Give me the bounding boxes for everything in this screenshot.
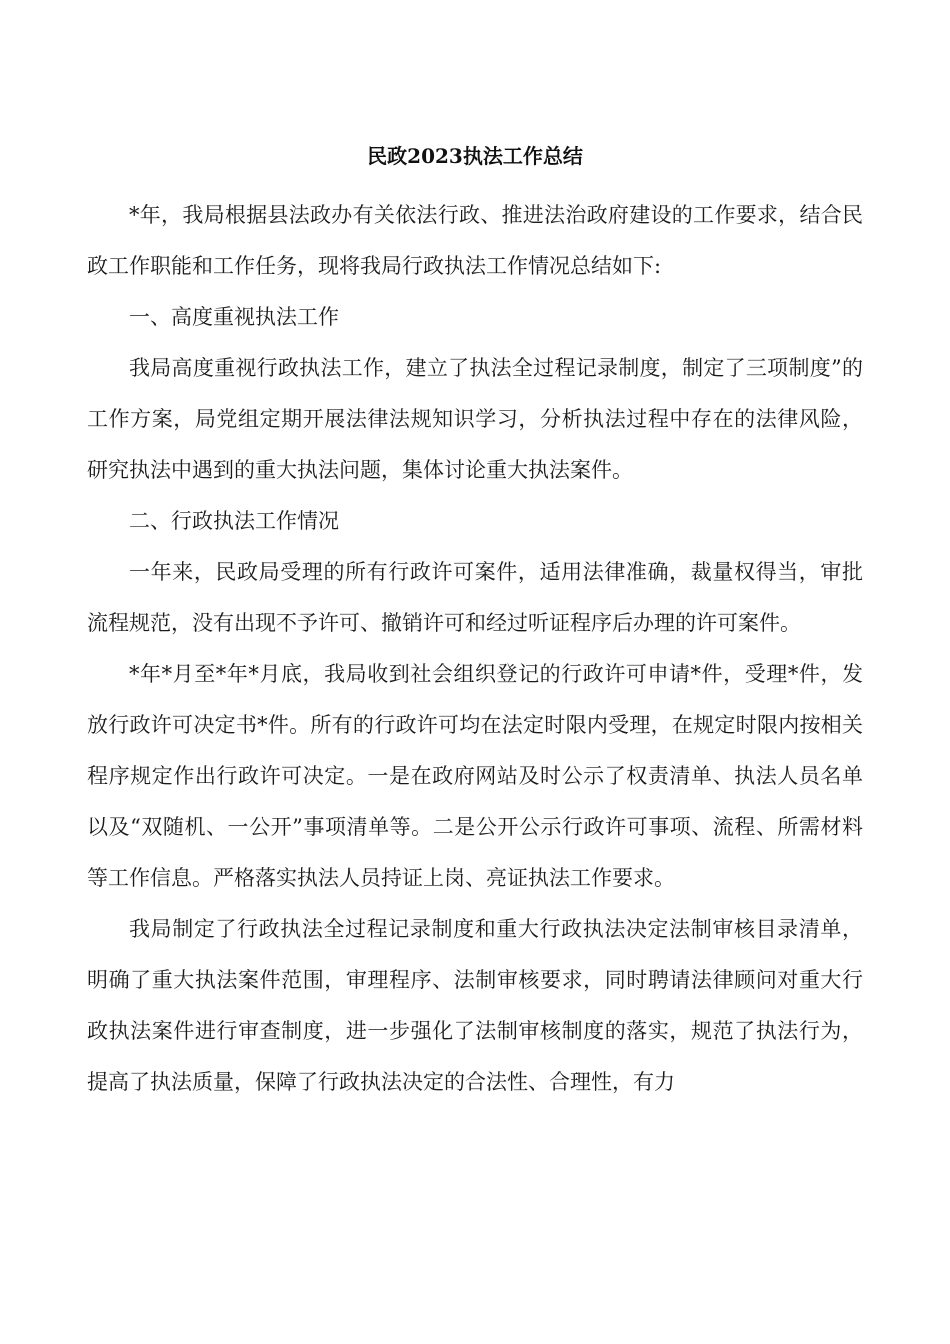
paragraph-section-2-b: *年*月至*年*月底，我局收到社会组织登记的行政许可申请*件，受理*件，发放行政许可决定书*件。所有的行政许可均在法定时限内受理，在规定时限内按相关程序规定作出行政许可决定。一是在政府网站及时公示了权责清单、执法人员名单以及“双随机、一公开”事项清单等。二是公开公示行政许可事项、流程、所需材料等工作信息。严格落实执法人员持证上岗、亮证执法工作要求。 <box>87 662 863 890</box>
paragraph-section-2-c: 我局制定了行政执法全过程记录制度和重大行政执法决定法制审核目录清单，明确了重大执法案件范围，审理程序、法制审核要求，同时聘请法律顾问对重大行政执法案件进行审查制度，进一步强化了法制审核制度的落实，规范了执法行为，提高了执法质量，保障了行政执法决定的合法性、合理性，有力 <box>87 917 863 1094</box>
paragraph-section-2-a: 一年来，民政局受理的所有行政许可案件，适用法律准确，裁量权得当，审批流程规范，没有出现不予许可、撤销许可和经过听证程序后办理的许可案件。 <box>87 560 863 635</box>
paragraph-intro: *年，我局根据县法政办有关依法行政、推进法治政府建设的工作要求，结合民政工作职能和工作任务，现将我局行政执法工作情况总结如下: <box>87 203 863 278</box>
section-heading-1: 一、高度重视执法工作 <box>129 305 339 329</box>
document-body <box>87 190 863 1108</box>
document-title: 民政2023执法工作总结 <box>367 144 583 168</box>
section-heading-2: 二、行政执法工作情况 <box>129 509 339 533</box>
paragraph-section-1: 我局高度重视行政执法工作，建立了执法全过程记录制度，制定了三项制度”的工作方案，局党组定期开展法律法规知识学习，分析执法过程中存在的法律风险，研究执法中遇到的重大执法问题，集体讨论重大执法案件。 <box>87 356 863 482</box>
